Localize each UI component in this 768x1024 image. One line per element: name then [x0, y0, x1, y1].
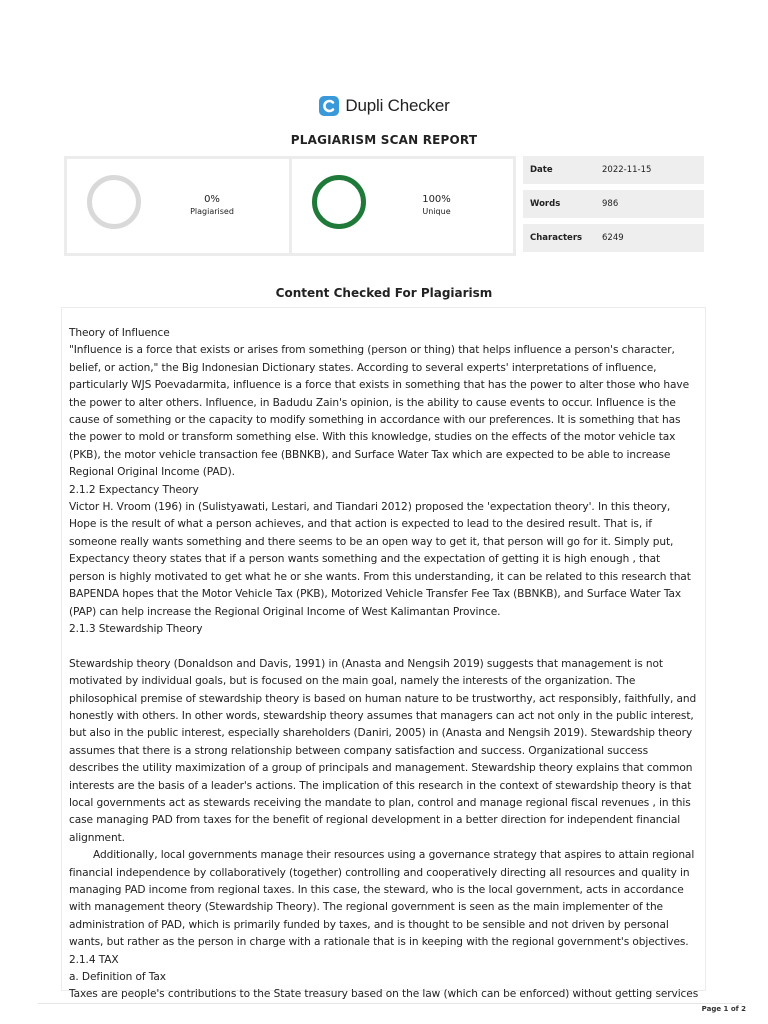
plagiarised-ring-icon — [87, 175, 141, 229]
dupli-checker-logo-icon — [318, 95, 340, 117]
meta-date-value: 2022-11-15 — [602, 165, 652, 175]
scan-stats-panel — [64, 156, 516, 256]
content-paragraph: 2.1.3 Stewardship Theory — [69, 622, 203, 635]
content-paragraph: a. Definition of Tax — [69, 971, 166, 984]
meta-date-row — [523, 156, 704, 184]
report-title: PLAGIARISM SCAN REPORT — [290, 133, 478, 147]
meta-characters-row — [523, 224, 704, 252]
meta-words-label: Words — [530, 199, 561, 209]
content-paragraph: Theory of Influence — [69, 327, 170, 339]
checked-content — [61, 307, 706, 1001]
footer-divider — [38, 1003, 742, 1004]
unique-label: Unique — [422, 207, 451, 216]
content-paragraph: Victor H. Vroom (196) in (Sulistyawati, Lestari, and Tiandari 2012) proposed the 'expectation theory'. In this theory, Hope is the result of what a person achieves, and that action is expected to lead to the desired result. That is, if someone really wants something and there seems to be an open way to get it, that person will go for it. Simply put, Expectancy theory states that if a person wants something and the expectation of getting it is high enough , that person is highly motivated to get what he or she wants. From this understanding, it can be related to this research that BAPENDA hopes that the Motor Vehicle Tax (PKB), Motorized Vehicle Transfer Fee Tax (BBNKB), and Surface Water Tax (PAP) can help increase the Regional Original Income of West Kalimantan Province. — [69, 501, 691, 618]
section-title: Content Checked For Plagiarism — [275, 286, 493, 300]
plagiarised-stat — [67, 159, 289, 253]
brand-logo — [0, 95, 768, 117]
meta-words-row — [523, 190, 704, 218]
plagiarised-label: Plagiarised — [190, 207, 234, 216]
content-paragraph: 2.1.2 Expectancy Theory — [69, 483, 199, 496]
meta-date-label: Date — [530, 165, 553, 175]
meta-characters-value: 6249 — [602, 233, 624, 243]
meta-characters-label: Characters — [530, 233, 583, 243]
content-blank-line — [69, 638, 699, 655]
content-paragraph: Additionally, local governments manage their resources using a governance strategy that aspires to attain regional financial independence by collaboratively (together) controlling and cooperatively directing all resources and quality in managing PAD income from regional taxes. In this case, the steward, who is the local government, acts in accordance with management theory (Stewardship Theory). The regional government is seen as the main implementer of the administration of PAD, which is primarily funded by taxes, and is thought to be sensible and not driven by personal wants, but rather as the person in charge with a rationale that is in keeping with the regional government's objectives. — [69, 849, 695, 949]
unique-ring-icon — [312, 175, 366, 229]
content-paragraph: Stewardship theory (Donaldson and Davis, 1991) in (Anasta and Nengsih 2019) suggests that management is not motivated by individual goals, but is focused on the main goal, namely the interests of the organization. The philosophical premise of stewardship theory is based on human nature to be trustworthy, act responsibly, faithfully, and honestly with others. In other words, stewardship theory assumes that managers can act not only in the public interest, but also in the public interest, especially shareholders (Daniri, 2005) in (Anasta and Nengsih 2019). Stewardship theory assumes that there is a strong relationship between company satisfaction and success. Organizational success describes the utility maximization of a group of principals and management. Stewardship theory explains that common interests are the basis of a leader's actions. The implication of this research in the context of stewardship theory is that local governments act as stewards receiving the mandate to plan, control and manage regional fiscal revenues , in this case managing PAD from taxes for the benefit of regional development in a better direction for independent financial alignment. — [69, 657, 697, 844]
brand-name: Dupli Checker — [345, 96, 450, 115]
page-number: Page 1 of 2 — [701, 1005, 746, 1013]
meta-words-value: 986 — [602, 199, 619, 209]
content-paragraph: Taxes are people's contributions to the State treasury based on the law (which can be enforced) without getting services — [69, 988, 699, 1001]
plagiarised-percent: 0% — [204, 194, 220, 205]
unique-percent: 100% — [422, 194, 451, 205]
unique-stat — [289, 159, 514, 253]
content-paragraph: 2.1.4 TAX — [69, 953, 119, 966]
report-meta — [523, 156, 704, 258]
content-paragraph: "Influence is a force that exists or arises from something (person or thing) that helps influence a person's character, belief, or action," the Big Indonesian Dictionary states. According to several experts' interpretations of influence, particularly WJS Poevadarmita, influence is a force that exists in something that has the power to alter those who have the power to alter others. Influence, in Badudu Zain's opinion, is the ability to cause events to occur. Influence is the cause of something or the capacity to modify something in accordance with our preferences. It is something that has the power to mold or transform something else. With this knowledge, studies on the effects of the motor vehicle tax (PKB), the motor vehicle transaction fee (BBNKB), and Surface Water Tax which are expected to be able to increase Regional Original Income (PAD). — [69, 344, 689, 479]
